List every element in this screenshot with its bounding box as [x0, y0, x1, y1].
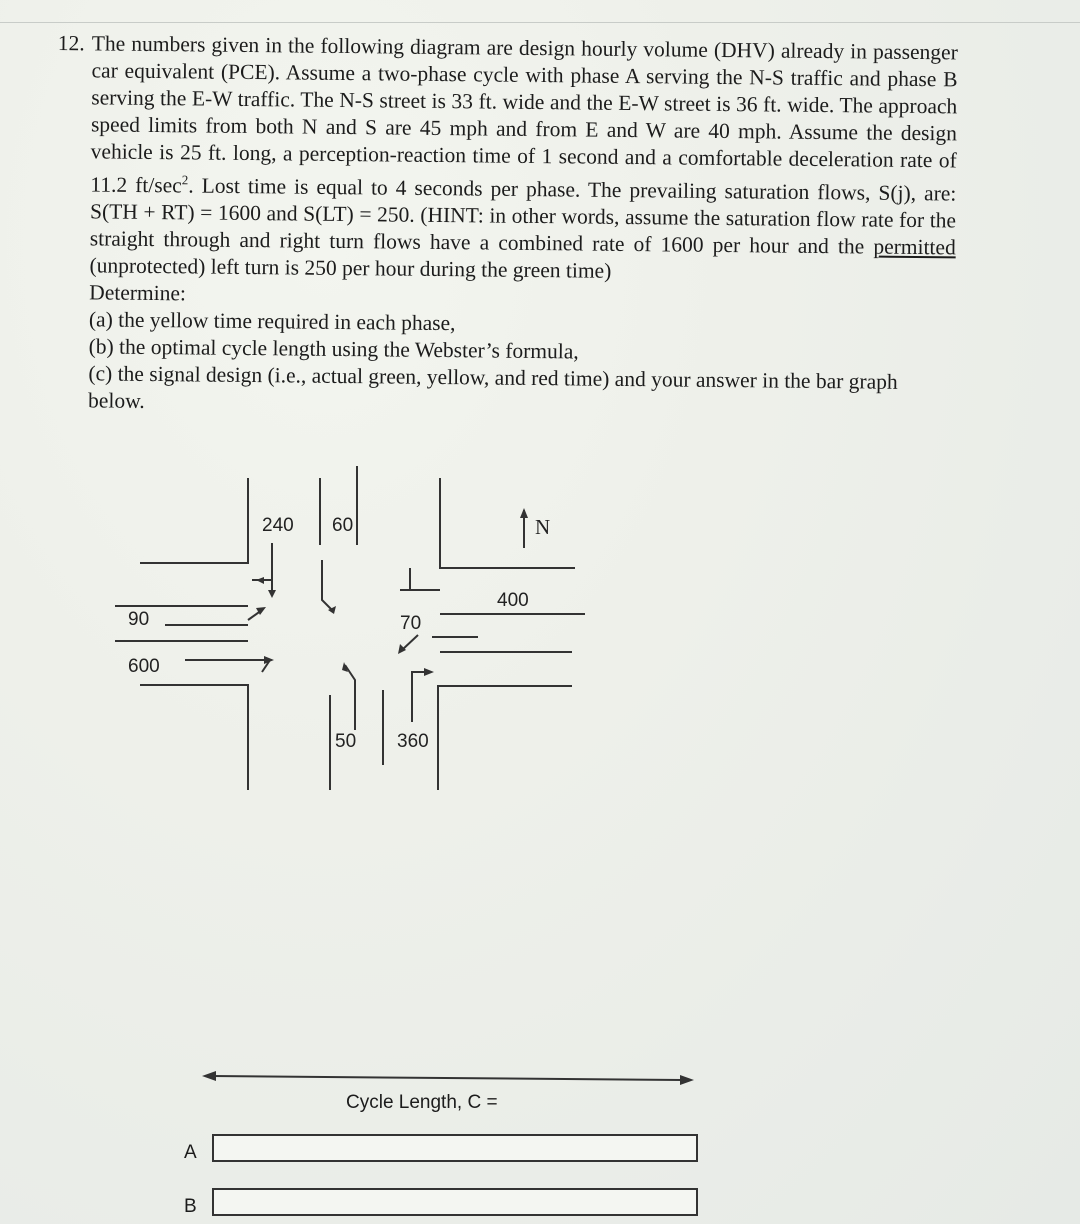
- part-b: (b) the optimal cycle length using the Webster’s formula,: [88, 334, 579, 364]
- cycle-length-label: Cycle Length, C =: [346, 1092, 498, 1113]
- problem-text-3: (unprotected) left turn is 250 per hour during the green time): [89, 253, 612, 283]
- sb-right-arrowhead: [256, 577, 264, 584]
- curb-ne: [440, 478, 575, 568]
- problem-underlined-word: permitted: [873, 234, 956, 260]
- sb-through-right-arrow: [252, 543, 272, 580]
- wb-through-arrow: [402, 635, 418, 650]
- wb-left-arrow: [400, 568, 440, 590]
- volume-nb-left: 50: [335, 731, 357, 752]
- part-a: (a) the yellow time required in each phase,: [88, 307, 456, 336]
- nb-right-arrowhead: [424, 668, 434, 676]
- phase-b-bar[interactable]: [212, 1188, 698, 1216]
- volume-nb-through: 360: [397, 731, 429, 752]
- volume-sb-left: 60: [332, 515, 354, 536]
- problem-number: 12.: [57, 30, 85, 56]
- problem-text-1: The numbers given in the following diagram are design hourly volume (DHV) already in passenger car equivalent (PCE). Assume a two-phase cycle with phase A serving the N-S traffic and phase B serving the E-W traffic. The N-S street is 33 ft. wide and the E-W street is 36 ft. wide. The approach speed limits from both N and S are 45 mph and from E and W are 40 mph. Assume the design vehicle is 25 ft. long, a perception-reaction time of 1 second and a comfortable deceleration rate of 11.2 ft/sec: [90, 31, 958, 198]
- volume-wb-through: 400: [497, 590, 529, 611]
- phase-a-label: A: [184, 1142, 197, 1163]
- nb-through-right-arrow: [412, 672, 430, 722]
- wb-through-arrowhead: [398, 644, 406, 654]
- part-c: (c) the signal design (i.e., actual green, yellow, and red time) and your answer in the bar graph below.: [87, 361, 898, 414]
- volume-sb-through: 240: [262, 515, 294, 536]
- sb-left-arrow: [322, 560, 332, 610]
- eb-through-right-arrow: [185, 660, 270, 672]
- cycle-length-arrow: [202, 1071, 694, 1085]
- volume-wb-left: 70: [400, 613, 422, 634]
- phase-b-label: B: [184, 1196, 197, 1217]
- phase-a-bar[interactable]: [212, 1134, 698, 1162]
- curb-nw: [140, 478, 248, 563]
- volume-eb-left: 90: [128, 609, 150, 630]
- north-arrowhead: [520, 508, 528, 518]
- north-label: N: [535, 515, 551, 539]
- problem-superscript: 2: [181, 172, 189, 188]
- nb-left-arrow: [345, 665, 355, 730]
- problem-text-2: . Lost time is equal to 4 seconds per phase. The prevailing saturation flows, S(j), are: S(TH + RT) = 1600 and S(LT) = 250. (HINT: in other words, assume the saturation flow rate for the straight through and right turn flows have a combined rate of 1600 per hour and the: [89, 173, 957, 259]
- curb-se: [438, 686, 572, 790]
- sb-through-arrowhead: [268, 590, 276, 598]
- volume-eb-through: 600: [128, 656, 160, 677]
- curb-sw: [140, 685, 248, 790]
- determine-heading: Determine:: [89, 280, 187, 306]
